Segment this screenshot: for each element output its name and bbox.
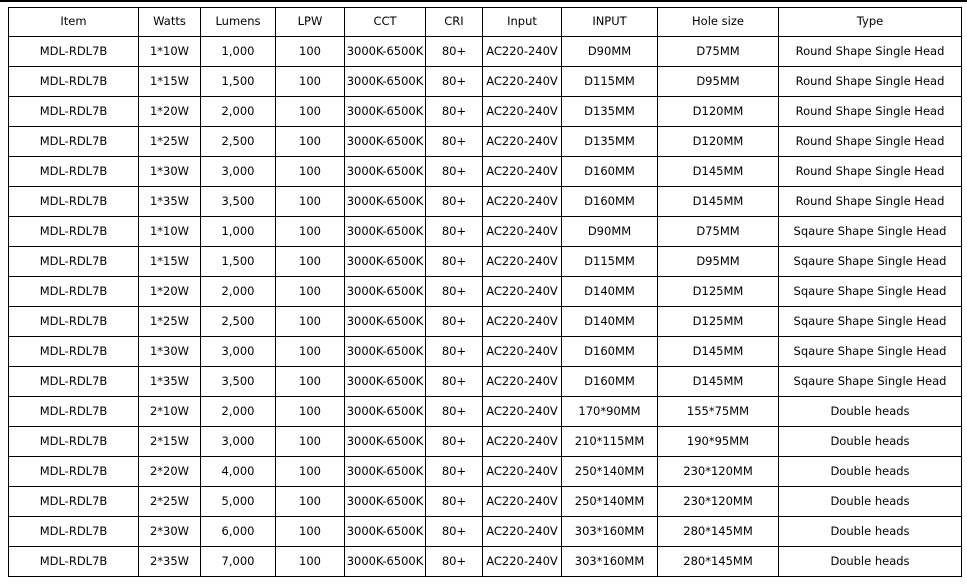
cri-cell: 80+: [426, 217, 483, 247]
type-cell: Sqaure Shape Single Head: [779, 277, 962, 307]
table-row: [9, 337, 962, 367]
lpw-cell: 100: [276, 487, 345, 517]
lpw-cell: 100: [276, 337, 345, 367]
input-voltage-cell: AC220-240V: [483, 337, 562, 367]
item-cell: MDL-RDL7B: [9, 97, 139, 127]
lpw-cell: 100: [276, 157, 345, 187]
table-row: [9, 397, 962, 427]
input-voltage-cell: AC220-240V: [483, 217, 562, 247]
hole-size-cell: D75MM: [658, 217, 779, 247]
input-voltage-cell: AC220-240V: [483, 247, 562, 277]
item-cell: MDL-RDL7B: [9, 127, 139, 157]
product-spec-table: [8, 7, 962, 577]
input-voltage-cell: AC220-240V: [483, 67, 562, 97]
hole-size-cell: D145MM: [658, 157, 779, 187]
table-row: [9, 367, 962, 397]
lumens-cell: 7,000: [201, 547, 276, 577]
lpw-cell: 100: [276, 517, 345, 547]
watts-cell: 1*25W: [139, 307, 201, 337]
watts-cell: 1*20W: [139, 97, 201, 127]
item-cell: MDL-RDL7B: [9, 277, 139, 307]
table-row: [9, 67, 962, 97]
lumens-cell: 1,000: [201, 217, 276, 247]
cct-cell: 3000K-6500K: [345, 157, 426, 187]
lpw-cell: 100: [276, 277, 345, 307]
type-cell: Round Shape Single Head: [779, 157, 962, 187]
input-size-cell: 303*160MM: [562, 517, 658, 547]
watts-cell: 1*35W: [139, 367, 201, 397]
cri-cell: 80+: [426, 427, 483, 457]
lpw-cell: 100: [276, 397, 345, 427]
hole-size-cell: D95MM: [658, 67, 779, 97]
header-cri: CRI: [426, 8, 483, 37]
input-size-cell: D140MM: [562, 307, 658, 337]
watts-cell: 2*30W: [139, 517, 201, 547]
lumens-cell: 1,000: [201, 37, 276, 67]
item-cell: MDL-RDL7B: [9, 487, 139, 517]
cri-cell: 80+: [426, 277, 483, 307]
lpw-cell: 100: [276, 547, 345, 577]
input-voltage-cell: AC220-240V: [483, 367, 562, 397]
lumens-cell: 1,500: [201, 67, 276, 97]
type-cell: Double heads: [779, 517, 962, 547]
item-cell: MDL-RDL7B: [9, 157, 139, 187]
spec-table-container: [8, 7, 962, 577]
type-cell: Round Shape Single Head: [779, 187, 962, 217]
cct-cell: 3000K-6500K: [345, 367, 426, 397]
item-cell: MDL-RDL7B: [9, 247, 139, 277]
hole-size-cell: D120MM: [658, 127, 779, 157]
watts-cell: 1*25W: [139, 127, 201, 157]
lumens-cell: 3,000: [201, 427, 276, 457]
table-row: [9, 517, 962, 547]
input-size-cell: D115MM: [562, 67, 658, 97]
header-lpw: LPW: [276, 8, 345, 37]
cri-cell: 80+: [426, 517, 483, 547]
cct-cell: 3000K-6500K: [345, 37, 426, 67]
input-voltage-cell: AC220-240V: [483, 37, 562, 67]
cct-cell: 3000K-6500K: [345, 547, 426, 577]
input-voltage-cell: AC220-240V: [483, 127, 562, 157]
header-type: Type: [779, 8, 962, 37]
input-voltage-cell: AC220-240V: [483, 277, 562, 307]
table-row: [9, 37, 962, 67]
watts-cell: 1*15W: [139, 67, 201, 97]
table-row: [9, 247, 962, 277]
item-cell: MDL-RDL7B: [9, 307, 139, 337]
input-size-cell: 210*115MM: [562, 427, 658, 457]
input-size-cell: 250*140MM: [562, 457, 658, 487]
table-row: [9, 127, 962, 157]
item-cell: MDL-RDL7B: [9, 37, 139, 67]
watts-cell: 1*10W: [139, 37, 201, 67]
hole-size-cell: D120MM: [658, 97, 779, 127]
type-cell: Double heads: [779, 457, 962, 487]
type-cell: Sqaure Shape Single Head: [779, 367, 962, 397]
lumens-cell: 3,500: [201, 367, 276, 397]
cri-cell: 80+: [426, 67, 483, 97]
lpw-cell: 100: [276, 127, 345, 157]
watts-cell: 1*30W: [139, 157, 201, 187]
cri-cell: 80+: [426, 547, 483, 577]
type-cell: Sqaure Shape Single Head: [779, 217, 962, 247]
lpw-cell: 100: [276, 307, 345, 337]
input-voltage-cell: AC220-240V: [483, 427, 562, 457]
hole-size-cell: D125MM: [658, 307, 779, 337]
input-size-cell: D115MM: [562, 247, 658, 277]
cri-cell: 80+: [426, 187, 483, 217]
cri-cell: 80+: [426, 157, 483, 187]
table-row: [9, 427, 962, 457]
item-cell: MDL-RDL7B: [9, 337, 139, 367]
watts-cell: 2*25W: [139, 487, 201, 517]
input-voltage-cell: AC220-240V: [483, 397, 562, 427]
cri-cell: 80+: [426, 127, 483, 157]
lumens-cell: 5,000: [201, 487, 276, 517]
type-cell: Round Shape Single Head: [779, 127, 962, 157]
input-voltage-cell: AC220-240V: [483, 547, 562, 577]
input-size-cell: D160MM: [562, 157, 658, 187]
input-size-cell: D90MM: [562, 37, 658, 67]
input-size-cell: D135MM: [562, 127, 658, 157]
lumens-cell: 2,500: [201, 127, 276, 157]
cri-cell: 80+: [426, 397, 483, 427]
table-row: [9, 217, 962, 247]
item-cell: MDL-RDL7B: [9, 427, 139, 457]
input-size-cell: D160MM: [562, 187, 658, 217]
input-size-cell: D140MM: [562, 277, 658, 307]
top-border-line: [0, 0, 967, 2]
input-voltage-cell: AC220-240V: [483, 187, 562, 217]
lpw-cell: 100: [276, 427, 345, 457]
type-cell: Double heads: [779, 547, 962, 577]
type-cell: Sqaure Shape Single Head: [779, 247, 962, 277]
hole-size-cell: D145MM: [658, 187, 779, 217]
table-row: [9, 487, 962, 517]
input-size-cell: D160MM: [562, 337, 658, 367]
lumens-cell: 2,500: [201, 307, 276, 337]
input-voltage-cell: AC220-240V: [483, 157, 562, 187]
type-cell: Double heads: [779, 427, 962, 457]
hole-size-cell: 280*145MM: [658, 547, 779, 577]
cct-cell: 3000K-6500K: [345, 67, 426, 97]
lpw-cell: 100: [276, 247, 345, 277]
hole-size-cell: D75MM: [658, 37, 779, 67]
type-cell: Round Shape Single Head: [779, 37, 962, 67]
cct-cell: 3000K-6500K: [345, 517, 426, 547]
lumens-cell: 2,000: [201, 397, 276, 427]
input-size-cell: D135MM: [562, 97, 658, 127]
watts-cell: 1*10W: [139, 217, 201, 247]
watts-cell: 2*15W: [139, 427, 201, 457]
hole-size-cell: 155*75MM: [658, 397, 779, 427]
item-cell: MDL-RDL7B: [9, 457, 139, 487]
header-watts: Watts: [139, 8, 201, 37]
hole-size-cell: D145MM: [658, 367, 779, 397]
watts-cell: 2*35W: [139, 547, 201, 577]
lumens-cell: 3,000: [201, 337, 276, 367]
input-voltage-cell: AC220-240V: [483, 307, 562, 337]
item-cell: MDL-RDL7B: [9, 187, 139, 217]
type-cell: Sqaure Shape Single Head: [779, 307, 962, 337]
lpw-cell: 100: [276, 67, 345, 97]
type-cell: Round Shape Single Head: [779, 97, 962, 127]
table-row: [9, 307, 962, 337]
watts-cell: 1*35W: [139, 187, 201, 217]
header-hole-size: Hole size: [658, 8, 779, 37]
lumens-cell: 3,000: [201, 157, 276, 187]
item-cell: MDL-RDL7B: [9, 67, 139, 97]
cri-cell: 80+: [426, 337, 483, 367]
lpw-cell: 100: [276, 97, 345, 127]
cri-cell: 80+: [426, 487, 483, 517]
cct-cell: 3000K-6500K: [345, 217, 426, 247]
cct-cell: 3000K-6500K: [345, 247, 426, 277]
header-item: Item: [9, 8, 139, 37]
table-row: [9, 97, 962, 127]
cct-cell: 3000K-6500K: [345, 397, 426, 427]
cct-cell: 3000K-6500K: [345, 487, 426, 517]
header-cct: CCT: [345, 8, 426, 37]
table-row: [9, 187, 962, 217]
input-size-cell: 303*160MM: [562, 547, 658, 577]
cct-cell: 3000K-6500K: [345, 457, 426, 487]
cri-cell: 80+: [426, 247, 483, 277]
lpw-cell: 100: [276, 217, 345, 247]
cct-cell: 3000K-6500K: [345, 427, 426, 457]
header-lumens: Lumens: [201, 8, 276, 37]
lpw-cell: 100: [276, 37, 345, 67]
cct-cell: 3000K-6500K: [345, 97, 426, 127]
lumens-cell: 1,500: [201, 247, 276, 277]
input-voltage-cell: AC220-240V: [483, 487, 562, 517]
header-row: [9, 8, 962, 37]
lumens-cell: 2,000: [201, 277, 276, 307]
cri-cell: 80+: [426, 97, 483, 127]
cct-cell: 3000K-6500K: [345, 127, 426, 157]
type-cell: Sqaure Shape Single Head: [779, 337, 962, 367]
lpw-cell: 100: [276, 367, 345, 397]
hole-size-cell: 230*120MM: [658, 457, 779, 487]
watts-cell: 2*20W: [139, 457, 201, 487]
table-row: [9, 547, 962, 577]
hole-size-cell: 230*120MM: [658, 487, 779, 517]
lumens-cell: 2,000: [201, 97, 276, 127]
cri-cell: 80+: [426, 37, 483, 67]
table-body: [9, 37, 962, 577]
type-cell: Double heads: [779, 397, 962, 427]
hole-size-cell: 190*95MM: [658, 427, 779, 457]
cct-cell: 3000K-6500K: [345, 337, 426, 367]
cri-cell: 80+: [426, 307, 483, 337]
cri-cell: 80+: [426, 457, 483, 487]
hole-size-cell: 280*145MM: [658, 517, 779, 547]
type-cell: Round Shape Single Head: [779, 67, 962, 97]
lumens-cell: 6,000: [201, 517, 276, 547]
input-voltage-cell: AC220-240V: [483, 457, 562, 487]
lpw-cell: 100: [276, 457, 345, 487]
hole-size-cell: D125MM: [658, 277, 779, 307]
lumens-cell: 4,000: [201, 457, 276, 487]
table-row: [9, 277, 962, 307]
watts-cell: 1*20W: [139, 277, 201, 307]
table-row: [9, 457, 962, 487]
item-cell: MDL-RDL7B: [9, 397, 139, 427]
item-cell: MDL-RDL7B: [9, 217, 139, 247]
input-size-cell: D160MM: [562, 367, 658, 397]
input-voltage-cell: AC220-240V: [483, 97, 562, 127]
cct-cell: 3000K-6500K: [345, 277, 426, 307]
input-size-cell: 250*140MM: [562, 487, 658, 517]
cct-cell: 3000K-6500K: [345, 307, 426, 337]
hole-size-cell: D145MM: [658, 337, 779, 367]
cri-cell: 80+: [426, 367, 483, 397]
lumens-cell: 3,500: [201, 187, 276, 217]
watts-cell: 1*30W: [139, 337, 201, 367]
header-input: Input: [483, 8, 562, 37]
cct-cell: 3000K-6500K: [345, 187, 426, 217]
table-row: [9, 157, 962, 187]
watts-cell: 1*15W: [139, 247, 201, 277]
hole-size-cell: D95MM: [658, 247, 779, 277]
lpw-cell: 100: [276, 187, 345, 217]
watts-cell: 2*10W: [139, 397, 201, 427]
input-size-cell: 170*90MM: [562, 397, 658, 427]
item-cell: MDL-RDL7B: [9, 367, 139, 397]
item-cell: MDL-RDL7B: [9, 547, 139, 577]
header-input-size: INPUT: [562, 8, 658, 37]
type-cell: Double heads: [779, 487, 962, 517]
input-size-cell: D90MM: [562, 217, 658, 247]
item-cell: MDL-RDL7B: [9, 517, 139, 547]
input-voltage-cell: AC220-240V: [483, 517, 562, 547]
